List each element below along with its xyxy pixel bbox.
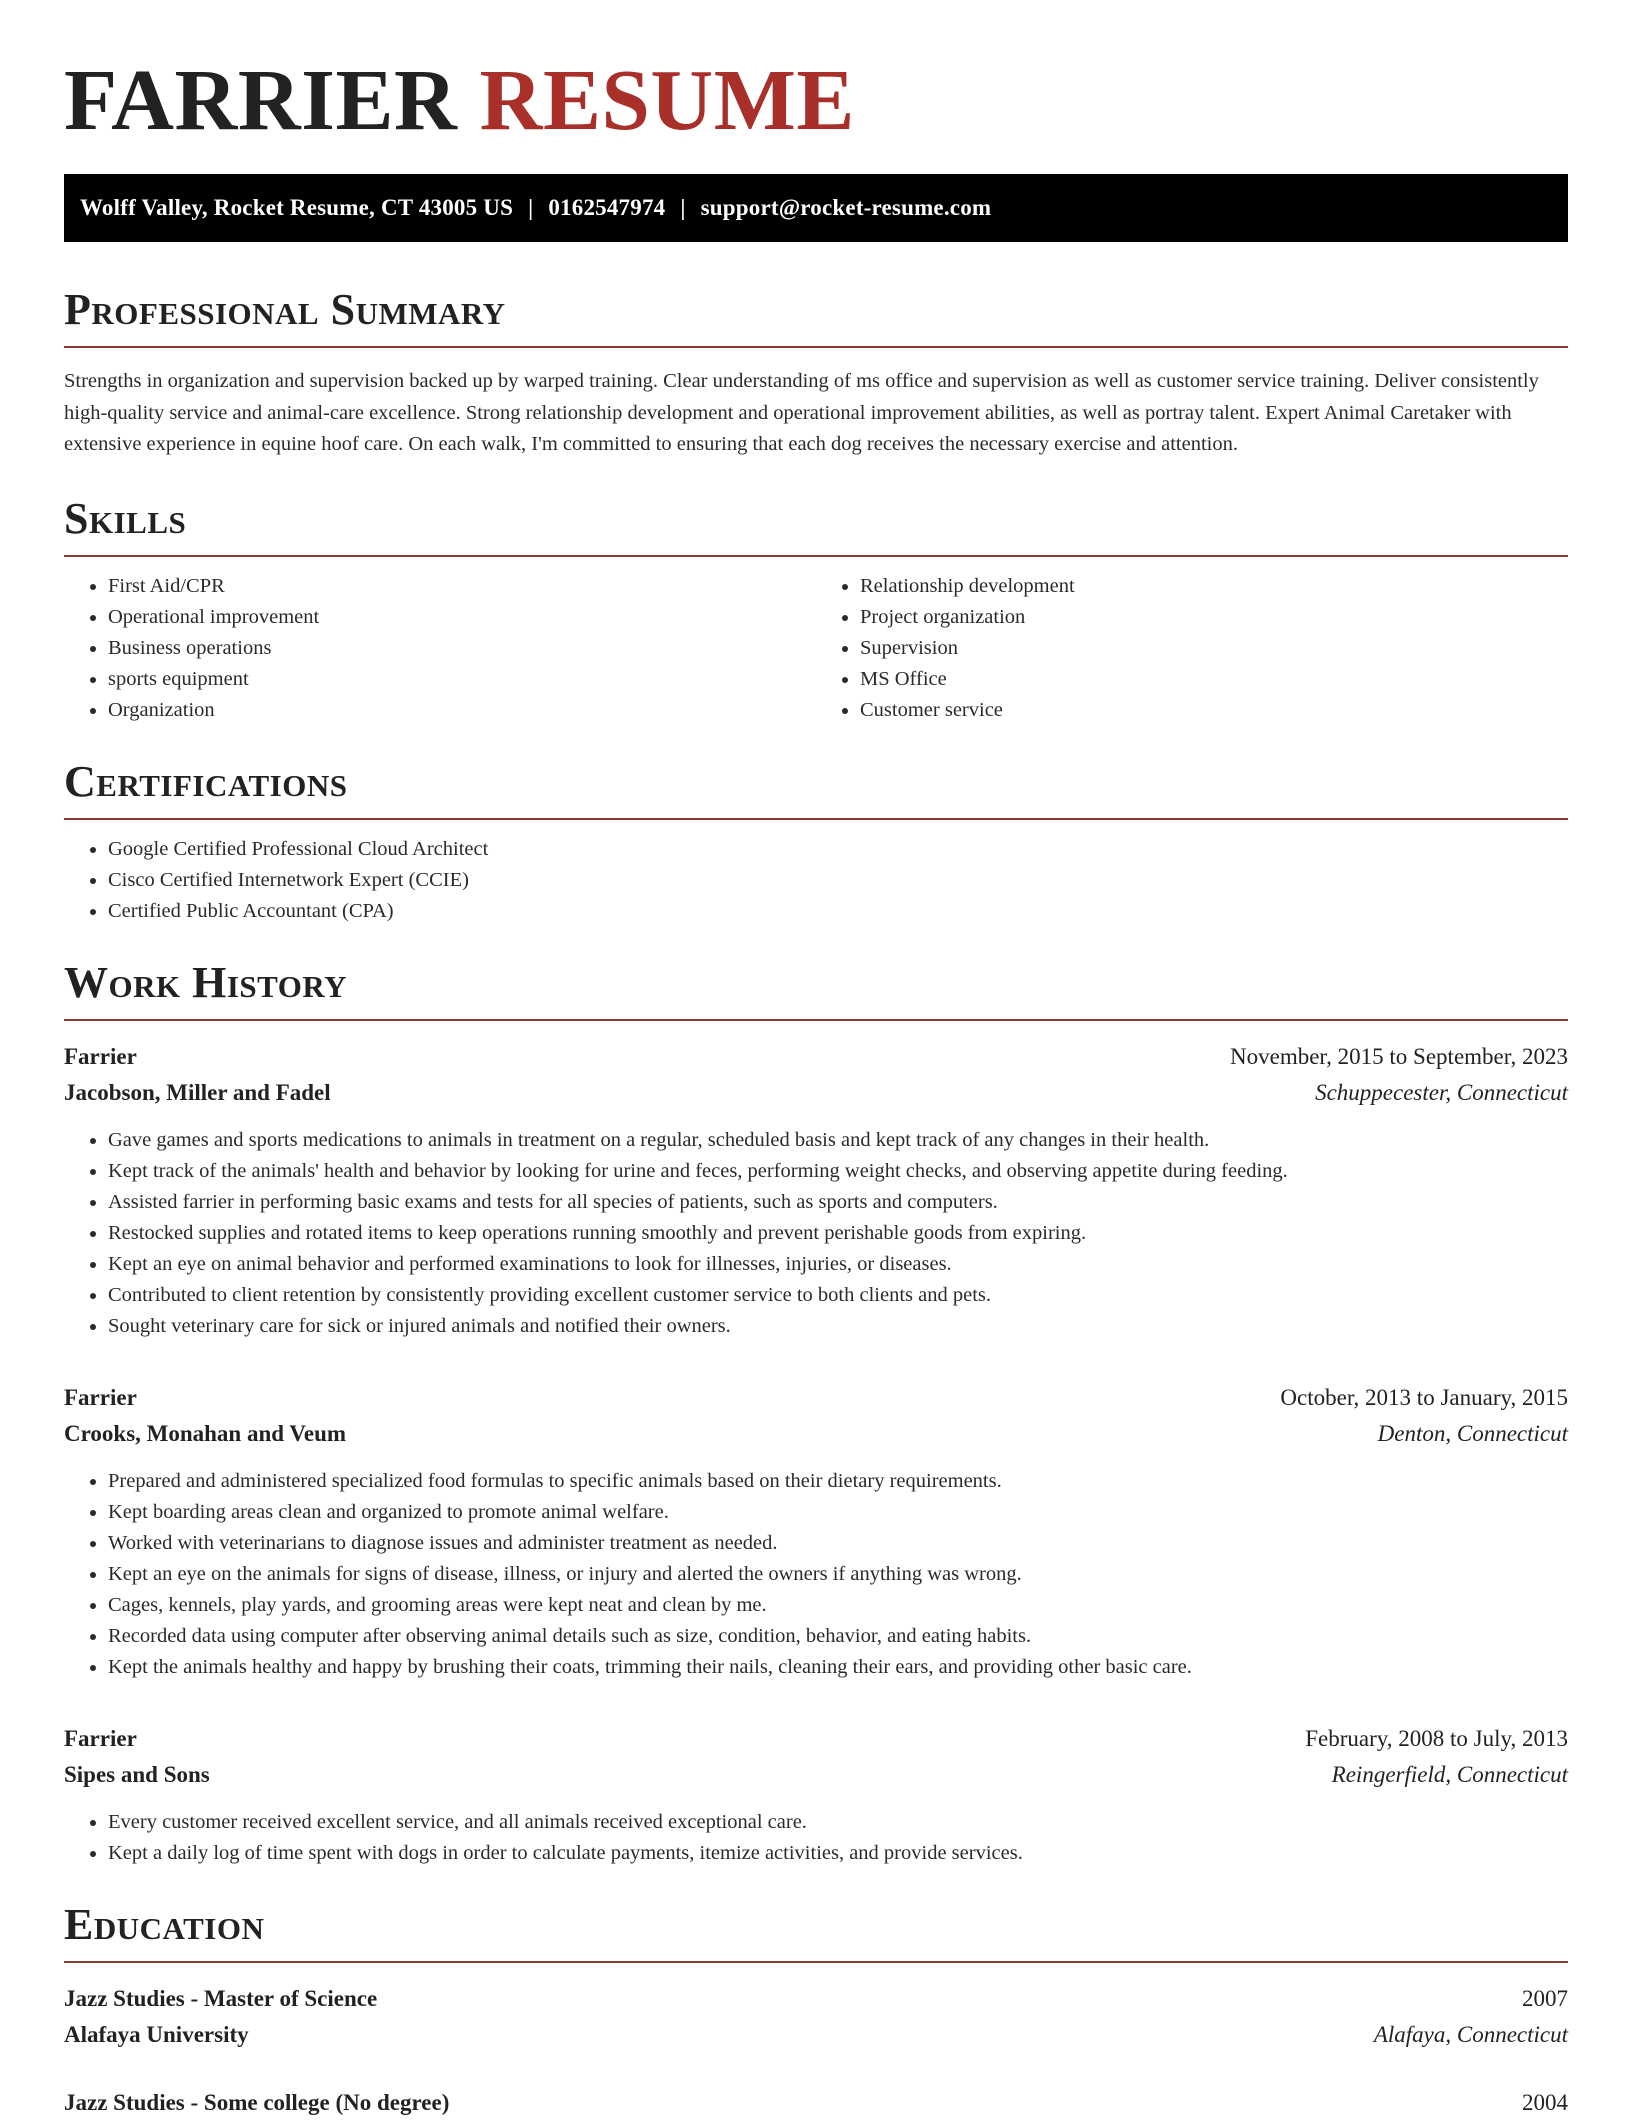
education-degree: Jazz Studies - Some college (No degree): [64, 2089, 450, 2115]
job-duty: • Contributed to client retention by consistently providing excellent customer service to both clients and pets.: [108, 1280, 1568, 1311]
skill-item: • sports equipment: [108, 664, 816, 695]
section-heading-certifications: Certifications: [64, 760, 1568, 820]
job-title: Farrier: [64, 1043, 137, 1069]
job-dates: February, 2008 to July, 2013: [1305, 1725, 1568, 1751]
job-duty: • Recorded data using computer after observing animal details such as size, condition, behavior, and eating habits.: [108, 1621, 1568, 1652]
job-duty: • Kept an eye on animal behavior and performed examinations to look for illnesses, injuries, or diseases.: [108, 1249, 1568, 1280]
skills-list-right: [816, 571, 1568, 726]
contact-email: support@rocket-resume.com: [700, 195, 992, 220]
contact-address: Wolff Valley, Rocket Resume, CT 43005 US: [80, 195, 514, 220]
summary-text: Strengths in organization and supervision backed up by warped training. Clear understanding of ms office and supervision as well as customer service training. Deliver consistently high-quality service and animal-care excellence. Strong relationship development and operational improvement abilities, as well as portray talent. Expert Animal Caretaker with extensive experience in equine hoof care. On each walk, I'm committed to ensuring that each dog receives the necessary exercise and attention.: [64, 370, 1539, 455]
education-location: Alafaya, Connecticut: [1373, 2021, 1568, 2047]
skills-section: [64, 493, 1568, 726]
education-degree: Jazz Studies - Master of Science: [64, 1985, 378, 2011]
certifications-section: [64, 756, 1568, 927]
certification-item: • Cisco Certified Internetwork Expert (CCIE): [108, 865, 1568, 896]
job-header-row: [64, 1039, 1568, 1075]
job-location: Denton, Connecticut: [1377, 1420, 1568, 1446]
contact-separator: |: [528, 195, 534, 220]
skill-item: • MS Office: [860, 664, 1568, 695]
resume-title: [64, 0, 1568, 176]
job-header-row: [64, 1721, 1568, 1757]
education-degree-row: [64, 1981, 1568, 2017]
job-duty: • Gave games and sports medications to animals in treatment on a regular, scheduled basis and kept track of any changes in their health.: [108, 1125, 1568, 1156]
education-degree-row: [64, 2085, 1568, 2121]
job-company: Sipes and Sons: [64, 1761, 210, 1787]
job-duty: • Kept the animals healthy and happy by brushing their coats, trimming their nails, cleaning their ears, and providing other basic care.: [108, 1652, 1568, 1683]
job-location: Reingerfield, Connecticut: [1331, 1761, 1568, 1787]
skill-item: • Business operations: [108, 633, 816, 664]
job-duty: • Kept boarding areas clean and organized to promote animal welfare.: [108, 1497, 1568, 1528]
job-duty: • Kept a daily log of time spent with dogs in order to calculate payments, itemize activities, and provide services.: [108, 1838, 1568, 1869]
skills-list-left: [64, 571, 816, 726]
skill-item: • First Aid/CPR: [108, 571, 816, 602]
certification-item: • Certified Public Accountant (CPA): [108, 896, 1568, 927]
job-title: Farrier: [64, 1725, 137, 1751]
education-entry: [64, 2085, 1568, 2121]
job-duty: • Kept track of the animals' health and behavior by looking for urine and feces, performing weight checks, and observing appetite during feeding.: [108, 1156, 1568, 1187]
job-duties-list: [64, 1125, 1568, 1342]
resume-title-accent: RESUME: [479, 51, 855, 148]
certifications-list: [64, 834, 1568, 927]
contact-bar: [64, 174, 1568, 242]
education-school-row: [64, 2017, 1568, 2053]
skill-item: • Relationship development: [860, 571, 1568, 602]
education-year: 2007: [1522, 1985, 1568, 2011]
skills-grid: [64, 557, 1568, 726]
job-duty: • Worked with veterinarians to diagnose issues and administer treatment as needed.: [108, 1528, 1568, 1559]
job-duty: • Sought veterinary care for sick or injured animals and notified their owners.: [108, 1311, 1568, 1342]
job-duty: • Kept an eye on the animals for signs of disease, illness, or injury and alerted the owners if anything was wrong.: [108, 1559, 1568, 1590]
skill-item: • Project organization: [860, 602, 1568, 633]
job-duty: • Prepared and administered specialized food formulas to specific animals based on their dietary requirements.: [108, 1466, 1568, 1497]
job-header-row: [64, 1380, 1568, 1416]
job-duty: • Assisted farrier in performing basic exams and tests for all species of patients, such as sports and computers.: [108, 1187, 1568, 1218]
resume-title-first: FARRIER: [64, 51, 458, 148]
job-dates: October, 2013 to January, 2015: [1280, 1384, 1568, 1410]
education-school: Alafaya University: [64, 2021, 249, 2047]
job-company-row: [64, 1075, 1568, 1111]
contact-separator: |: [680, 195, 686, 220]
job-company-row: [64, 1757, 1568, 1793]
job-entry: [64, 1721, 1568, 1869]
job-dates: November, 2015 to September, 2023: [1230, 1043, 1568, 1069]
contact-phone: 0162547974: [548, 195, 666, 220]
education-entry: [64, 1981, 1568, 2053]
job-company-row: [64, 1416, 1568, 1452]
job-company: Crooks, Monahan and Veum: [64, 1420, 347, 1446]
job-title: Farrier: [64, 1384, 137, 1410]
job-duties-list: [64, 1466, 1568, 1683]
job-entry: [64, 1039, 1568, 1342]
job-duty: • Every customer received excellent service, and all animals received exceptional care.: [108, 1807, 1568, 1838]
section-heading-education: Education: [64, 1903, 1568, 1963]
job-entry: [64, 1380, 1568, 1683]
skill-item: • Organization: [108, 695, 816, 726]
skill-item: • Supervision: [860, 633, 1568, 664]
skill-item: • Customer service: [860, 695, 1568, 726]
job-duties-list: [64, 1807, 1568, 1869]
work-history-section: [64, 957, 1568, 1869]
job-duty: • Cages, kennels, play yards, and grooming areas were kept neat and clean by me.: [108, 1590, 1568, 1621]
summary-section: [64, 285, 1568, 461]
section-heading-skills: Skills: [64, 497, 1568, 557]
job-location: Schuppecester, Connecticut: [1315, 1079, 1568, 1105]
certification-item: • Google Certified Professional Cloud Architect: [108, 834, 1568, 865]
skill-item: • Operational improvement: [108, 602, 816, 633]
job-company: Jacobson, Miller and Fadel: [64, 1079, 331, 1105]
education-section: [64, 1899, 1568, 2121]
education-year: 2004: [1522, 2089, 1568, 2115]
section-heading-work-history: Work History: [64, 961, 1568, 1021]
section-heading-summary: Professional Summary: [64, 288, 1568, 348]
job-duty: • Restocked supplies and rotated items to keep operations running smoothly and prevent perishable goods from expiring.: [108, 1218, 1568, 1249]
